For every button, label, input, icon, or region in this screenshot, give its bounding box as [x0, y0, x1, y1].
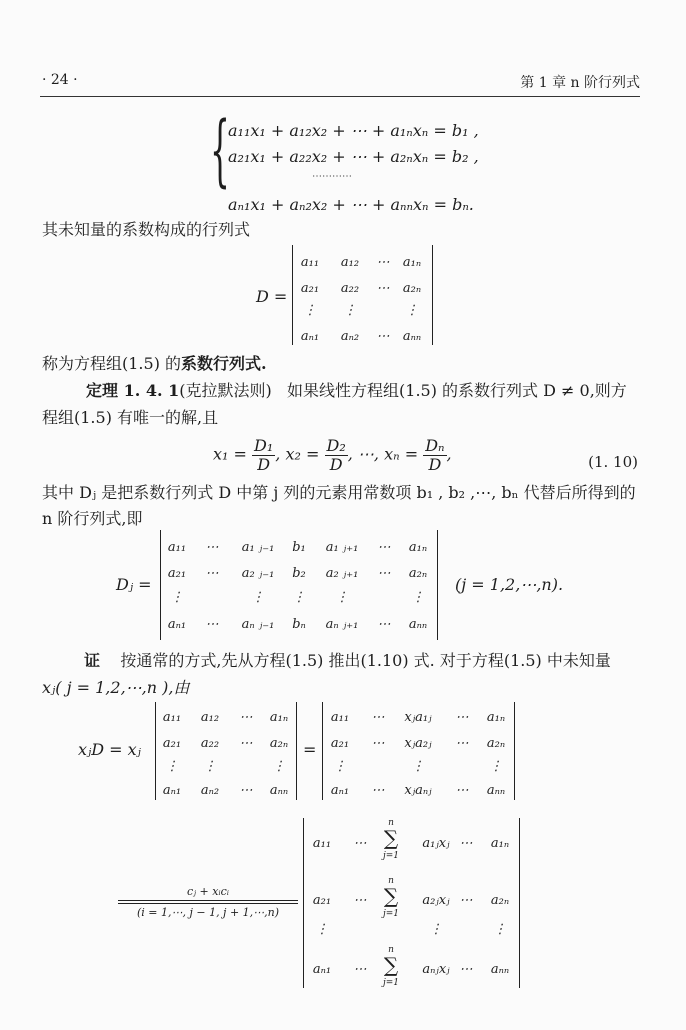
- det-D-cell: aₙ₁: [300, 329, 320, 344]
- det-D-cell: aₙₙ: [402, 329, 422, 344]
- sigma-upper-limit: n: [388, 876, 394, 886]
- xjD-right-cell: a₁ₙ: [486, 710, 506, 725]
- det-Dj-cell: ⋯: [205, 540, 219, 555]
- page-number: · 24 ·: [42, 72, 78, 88]
- det-D-cell: a₂₁: [300, 281, 320, 296]
- det-Dj-cell: a₂ ⱼ₊₁: [325, 566, 359, 581]
- sum-det-right-bar: [519, 818, 520, 988]
- xjD-left-cell: aₙ₁: [162, 783, 182, 798]
- equation-row-1: a₁₁x₁ + a₁₂x₂ + ⋯ + a₁ₙxₙ = b₁ ,: [228, 121, 479, 140]
- where-line-1: 其中 Dⱼ 是把系数行列式 D 中第 j 列的元素用常数项 b₁ , b₂ ,⋯, bₙ 代替后所得到的: [42, 483, 636, 502]
- det-D-cell: ⋯: [376, 255, 390, 270]
- det-Dj-cell: aₙ₁: [167, 617, 187, 632]
- coef-det-def-text: 称为方程组(1.5) 的: [42, 354, 182, 373]
- sum-det-cell: ⋮: [429, 922, 443, 937]
- det-D-left-bar: [292, 245, 293, 345]
- xjD-left-cell: ⋮: [203, 759, 217, 774]
- sep-3: ,: [446, 444, 452, 464]
- equation-row-2: a₂₁x₁ + a₂₂x₂ + ⋯ + a₂ₙxₙ = b₂ ,: [228, 147, 479, 166]
- sum-det-cell: ⋮: [493, 922, 507, 937]
- xjD-left-cell: a₂₂: [200, 736, 220, 751]
- x1-label: x₁ =: [213, 444, 247, 464]
- det-Dj-cell: ⋮: [292, 590, 306, 605]
- xjD-equals: =: [303, 740, 317, 759]
- theorem-label: 定理 1. 4. 1: [86, 381, 180, 400]
- det-Dj-left-bar: [160, 530, 161, 640]
- frac-n: [423, 437, 446, 473]
- det-D-cell: ⋮: [303, 303, 317, 318]
- det-Dj-cell: a₁ₙ: [408, 540, 428, 555]
- det-Dj-cell: b₂: [292, 566, 306, 581]
- xjD-left-cell: a₁₁: [162, 710, 182, 725]
- proof-text: 按通常的方式,先从方程(1.5) 推出(1.10) 式. 对于方程(1.5) 中未知量: [120, 651, 611, 670]
- x2-label: x₂ =: [285, 444, 320, 464]
- det-Dj-cell: b₁: [292, 540, 306, 555]
- op-top: cⱼ + xᵢcᵢ: [186, 885, 230, 898]
- sum-det-cell: a₁ₙ: [490, 836, 510, 851]
- xjD-right-cell: ⋯: [455, 783, 469, 798]
- sigma-upper-limit: n: [388, 818, 394, 828]
- sum-det-cell: a₁ⱼxⱼ: [422, 836, 450, 851]
- j-range: (j = 1,2,⋯,n).: [455, 575, 564, 594]
- det-Dj-cell: ⋮: [335, 590, 349, 605]
- equation-number: (1. 10): [588, 453, 638, 471]
- xjD-left-cell: aₙₙ: [269, 783, 289, 798]
- sum-det-cell: a₂₁: [312, 893, 332, 908]
- det-D-cell: a₂₂: [340, 281, 360, 296]
- xjD-right-cell: ⋮: [333, 759, 347, 774]
- det-Dj-cell: a₂₁: [167, 566, 187, 581]
- xjD-right-cell: ⋯: [371, 736, 385, 751]
- xjD-right-cell: aₙₙ: [486, 783, 506, 798]
- det-Dj-cell: bₙ: [292, 617, 306, 632]
- det-Dj-cell: a₂ₙ: [408, 566, 428, 581]
- xjD-left-cell: ⋯: [239, 783, 253, 798]
- xjD-right-cell: ⋯: [371, 783, 385, 798]
- xjD-left-cell: a₂₁: [162, 736, 182, 751]
- xjD-left-cell: a₁ₙ: [269, 710, 289, 725]
- det-D-cell: ⋯: [376, 329, 390, 344]
- det-Dj-cell: ⋯: [205, 617, 219, 632]
- det-D-cell: a₁ₙ: [402, 255, 422, 270]
- det-Dj-cell: ⋯: [377, 540, 391, 555]
- xjD-left-cell: ⋯: [239, 710, 253, 725]
- equation-dots: ⋯⋯⋯⋯: [312, 171, 352, 182]
- where-line-2: n 阶行列式,即: [42, 509, 143, 528]
- det-D-cell: a₁₂: [340, 255, 360, 270]
- xjD-left-bar-2: [322, 702, 323, 800]
- sum-det-cell: ⋯: [459, 962, 473, 977]
- xjD-right-cell: ⋯: [371, 710, 385, 725]
- xjD-right-cell: a₂ₙ: [486, 736, 506, 751]
- op-bottom: (i = 1,⋯, j − 1, j + 1,⋯,n): [136, 906, 280, 919]
- proof-line-2: xⱼ( j = 1,2,⋯,n ),由: [42, 678, 190, 697]
- sigma-lower-limit: j=1: [382, 978, 400, 988]
- sum-det-cell: a₂ₙ: [490, 893, 510, 908]
- sum-det-cell: ⋯: [353, 893, 367, 908]
- det-Dj-cell: a₁ ⱼ₊₁: [325, 540, 359, 555]
- sum-det-cell: aₙₙ: [490, 962, 510, 977]
- xjD-left-cell: a₂ₙ: [269, 736, 289, 751]
- xjD-right-cell: a₂₁: [330, 736, 350, 751]
- sum-det-cell: ⋯: [353, 836, 367, 851]
- sum-det-left-bar: [303, 818, 304, 988]
- sum-det-cell: ⋮: [315, 922, 329, 937]
- sigma-lower-limit: j=1: [382, 851, 400, 861]
- sum-det-cell: aₙ₁: [312, 962, 332, 977]
- frac-2: [325, 437, 348, 473]
- det-Dj-label: Dⱼ =: [116, 575, 152, 594]
- det-D-cell: ⋮: [405, 303, 419, 318]
- frac-2-den: D: [329, 454, 343, 474]
- left-brace: {: [210, 106, 230, 196]
- xjD-left-cell: ⋯: [239, 736, 253, 751]
- frac-1-den: D: [257, 454, 271, 474]
- det-Dj-cell: ⋮: [411, 590, 425, 605]
- chapter-title: 第 1 章 n 阶行列式: [520, 75, 640, 91]
- frac-n-den: D: [428, 454, 442, 474]
- equation-row-n: aₙ₁x₁ + aₙ₂x₂ + ⋯ + aₙₙxₙ = bₙ.: [228, 195, 474, 214]
- sum-det-cell: aₙⱼxⱼ: [422, 962, 450, 977]
- sum-det-cell: a₂ⱼxⱼ: [422, 893, 450, 908]
- xjD-right-cell: ⋮: [489, 759, 503, 774]
- theorem-line-1: [86, 383, 627, 399]
- xjD-right-cell: xⱼa₂ⱼ: [404, 736, 432, 751]
- det-D-cell: aₙ₂: [340, 329, 360, 344]
- det-D-label: D =: [256, 287, 288, 306]
- sum-det-cell: ⋯: [353, 962, 367, 977]
- xjD-right-bar-2: [514, 702, 515, 800]
- sigma-symbol: ∑: [383, 884, 399, 908]
- sep-2: , ⋯,: [347, 444, 380, 464]
- xjD-left-cell: a₁₂: [200, 710, 220, 725]
- det-Dj-cell: ⋯: [377, 566, 391, 581]
- frac-2-num: D₂: [326, 436, 346, 455]
- cramer-formula: [213, 437, 452, 473]
- xjD-right-bar-1: [296, 702, 297, 800]
- xn-label: xₙ =: [384, 444, 419, 464]
- det-D-right-bar: [432, 245, 433, 345]
- xjD-right-cell: a₁₁: [330, 710, 350, 725]
- xjD-right-cell: ⋮: [411, 759, 425, 774]
- proof-line-1: [84, 653, 611, 669]
- theorem-name: (克拉默法则): [179, 381, 272, 400]
- frac-n-num: Dₙ: [425, 436, 445, 455]
- sum-det-cell: ⋯: [459, 836, 473, 851]
- det-Dj-cell: aₙₙ: [408, 617, 428, 632]
- op-arrow: [118, 900, 298, 904]
- det-Dj-right-bar: [437, 530, 438, 640]
- sigma-upper-limit: n: [388, 945, 394, 955]
- proof-label: 证: [84, 651, 101, 670]
- header-rule: [40, 96, 640, 97]
- det-Dj-cell: aₙ ⱼ₊₁: [325, 617, 359, 632]
- det-Dj-cell: ⋮: [170, 590, 184, 605]
- sigma-lower-limit: j=1: [382, 909, 400, 919]
- xjD-left-cell: ⋮: [272, 759, 286, 774]
- sigma-symbol: ∑: [383, 953, 399, 977]
- sep-1: ,: [275, 444, 281, 464]
- det-Dj-cell: ⋮: [251, 590, 265, 605]
- theorem-text: 如果线性方程组(1.5) 的系数行列式 D ≠ 0,则方: [287, 381, 627, 400]
- det-Dj-cell: a₁₁: [167, 540, 187, 555]
- det-D-cell: a₁₁: [300, 255, 320, 270]
- coef-det-term: 系数行列式.: [181, 354, 267, 373]
- xjD-right-cell: ⋯: [455, 736, 469, 751]
- det-D-cell: ⋮: [343, 303, 357, 318]
- coef-det-def: [42, 356, 267, 372]
- det-Dj-cell: ⋯: [205, 566, 219, 581]
- coef-det-intro: 其未知量的系数构成的行列式: [42, 220, 251, 239]
- det-Dj-cell: aₙ ⱼ₋₁: [241, 617, 275, 632]
- xjD-label: xⱼD = xⱼ: [78, 740, 141, 759]
- xjD-left-cell: aₙ₂: [200, 783, 220, 798]
- xjD-right-cell: xⱼaₙⱼ: [404, 783, 432, 798]
- xjD-right-cell: ⋯: [455, 710, 469, 725]
- xjD-right-cell: aₙ₁: [330, 783, 350, 798]
- det-D-cell: a₂ₙ: [402, 281, 422, 296]
- xjD-right-cell: xⱼa₁ⱼ: [404, 710, 432, 725]
- frac-1: [252, 437, 275, 473]
- sum-det-cell: ⋯: [459, 893, 473, 908]
- column-operation: [118, 885, 298, 919]
- sum-det-cell: a₁₁: [312, 836, 332, 851]
- frac-1-num: D₁: [254, 436, 274, 455]
- det-Dj-cell: ⋯: [377, 617, 391, 632]
- det-Dj-cell: a₂ ⱼ₋₁: [241, 566, 275, 581]
- det-Dj-cell: a₁ ⱼ₋₁: [241, 540, 275, 555]
- det-D-cell: ⋯: [376, 281, 390, 296]
- theorem-line-2: 程组(1.5) 有唯一的解,且: [42, 408, 219, 427]
- xjD-left-cell: ⋮: [165, 759, 179, 774]
- sigma-symbol: ∑: [383, 826, 399, 850]
- xjD-left-bar-1: [155, 702, 156, 800]
